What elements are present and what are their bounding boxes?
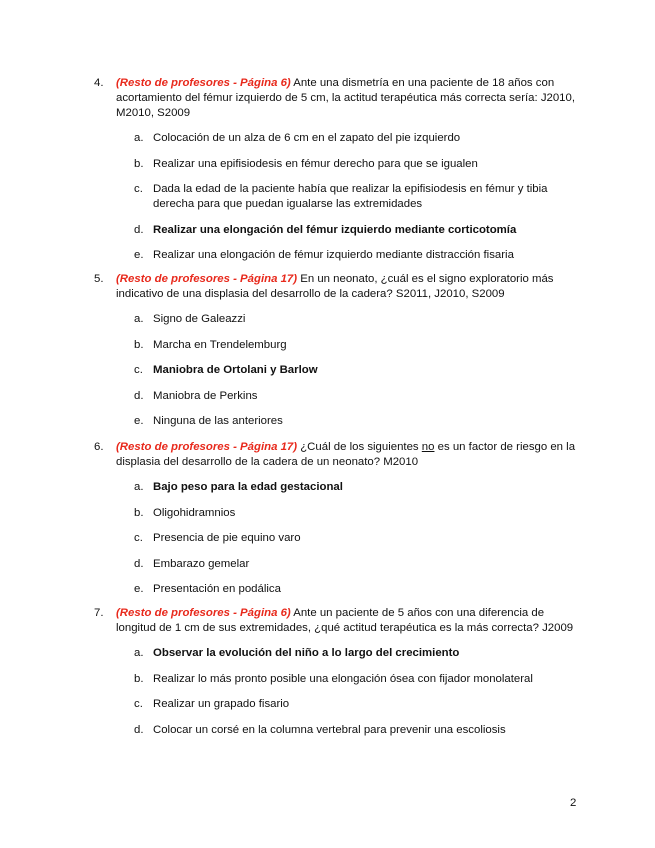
- option-d: [134, 389, 584, 404]
- option-a-correct: [134, 480, 584, 495]
- option-text: Bajo peso para la edad gestacional: [153, 481, 343, 493]
- question-text: [116, 272, 584, 302]
- page-number: 2: [570, 797, 577, 809]
- option-letter: d.: [134, 557, 144, 570]
- question-stem-underlined: no: [421, 441, 435, 453]
- question-reference: (Resto de profesores - Página 6): [116, 77, 291, 89]
- option-c: [134, 182, 584, 212]
- option-letter: c.: [134, 364, 143, 376]
- option-d-correct: [134, 223, 584, 238]
- question-number: 5.: [94, 273, 104, 285]
- option-text: Ninguna de las anteriores: [153, 415, 283, 427]
- option-letter: a.: [134, 132, 144, 144]
- option-letter: a.: [134, 647, 144, 659]
- options-list: [94, 480, 584, 597]
- option-letter: e.: [134, 415, 144, 427]
- option-text: Signo de Galeazzi: [153, 313, 246, 325]
- option-text: Marcha en Trendelemburg: [153, 338, 287, 351]
- option-letter: c.: [134, 532, 143, 544]
- option-letter: a.: [134, 481, 144, 493]
- option-c: [134, 697, 584, 712]
- option-text: Colocar un corsé en la columna vertebral para prevenir una escoliosis: [153, 723, 506, 736]
- option-a: [134, 312, 584, 327]
- question-text: [116, 440, 584, 470]
- option-letter: e.: [134, 249, 144, 261]
- option-letter: d.: [134, 389, 144, 402]
- option-text: Colocación de un alza de 6 cm en el zapato del pie izquierdo: [153, 132, 461, 144]
- question-4: [94, 76, 584, 274]
- option-text: Realizar lo más pronto posible una elongación ósea con fijador monolateral: [153, 672, 533, 685]
- option-letter: c.: [134, 698, 143, 710]
- options-list: [94, 646, 584, 738]
- option-text: Presentación en podálica: [153, 583, 281, 595]
- question-reference: (Resto de profesores - Página 17): [116, 441, 298, 453]
- option-a-correct: [134, 646, 584, 661]
- options-list: [94, 312, 584, 429]
- question-stem-end: es un factor de riesgo en la displasia del desarrollo de la cadera de un neonato? M2010: [116, 441, 576, 468]
- option-text: Realizar un grapado fisario: [153, 698, 290, 710]
- option-text: Embarazo gemelar: [153, 557, 250, 570]
- option-e: [134, 414, 584, 429]
- option-d: [134, 557, 584, 572]
- option-text: Maniobra de Perkins: [153, 389, 258, 402]
- option-letter: b.: [134, 506, 144, 519]
- option-text: Maniobra de Ortolani y Barlow: [153, 364, 318, 376]
- option-text: Oligohidramnios: [153, 506, 236, 519]
- option-d: [134, 723, 584, 738]
- option-text: Presencia de pie equino varo: [153, 532, 301, 544]
- question-text: [116, 606, 584, 636]
- question-number: 4.: [94, 77, 104, 89]
- question-text: [116, 76, 584, 121]
- option-letter: a.: [134, 313, 144, 325]
- option-b: [134, 672, 584, 687]
- option-text: Realizar una epifisiodesis en fémur derecho para que se igualen: [153, 157, 478, 170]
- question-reference: (Resto de profesores - Página 17): [116, 273, 298, 285]
- option-b: [134, 157, 584, 172]
- option-letter: b.: [134, 157, 144, 170]
- option-letter: d.: [134, 723, 144, 736]
- option-c: [134, 531, 584, 546]
- option-b: [134, 338, 584, 353]
- question-number: 7.: [94, 607, 104, 619]
- option-letter: c.: [134, 183, 143, 195]
- question-5: [94, 272, 584, 440]
- question-7: [94, 606, 584, 748]
- option-text: Realizar una elongación del fémur izquierdo mediante corticotomía: [153, 223, 517, 236]
- question-6: [94, 440, 584, 608]
- options-list: [94, 131, 584, 263]
- option-letter: b.: [134, 672, 144, 685]
- question-stem: Ante un paciente de 5 años con una diferencia de longitud de 1 cm de sus extremidades, ¿qué actitud terapéutica es la más correcta? J2009: [116, 607, 574, 634]
- option-text: Observar la evolución del niño a lo largo del crecimiento: [153, 647, 460, 659]
- option-letter: d.: [134, 223, 144, 236]
- question-stem: Ante una dismetría en una paciente de 18 años con acortamiento del fémur izquierdo de 5 cm, la actitud terapéutica más correcta sería: J2010, M2010, S2009: [116, 77, 576, 119]
- option-text: Realizar una elongación de fémur izquierdo mediante distracción fisaria: [153, 249, 514, 261]
- option-letter: e.: [134, 583, 144, 595]
- question-number: 6.: [94, 441, 104, 453]
- option-b: [134, 506, 584, 521]
- option-text: Dada la edad de la paciente había que realizar la epifisiodesis en fémur y tibia derecha para que puedan igualarse las extremidades: [153, 183, 548, 210]
- option-letter: b.: [134, 338, 144, 351]
- option-e: [134, 582, 584, 597]
- question-reference: (Resto de profesores - Página 6): [116, 607, 291, 619]
- option-c-correct: [134, 363, 584, 378]
- question-stem-start: ¿Cuál de los siguientes: [300, 441, 419, 453]
- option-e: [134, 248, 584, 263]
- question-stem: En un neonato, ¿cuál es el signo exploratorio más indicativo de una displasia del desarrollo de la cadera? S2011, J2010, S2009: [116, 273, 554, 300]
- option-a: [134, 131, 584, 146]
